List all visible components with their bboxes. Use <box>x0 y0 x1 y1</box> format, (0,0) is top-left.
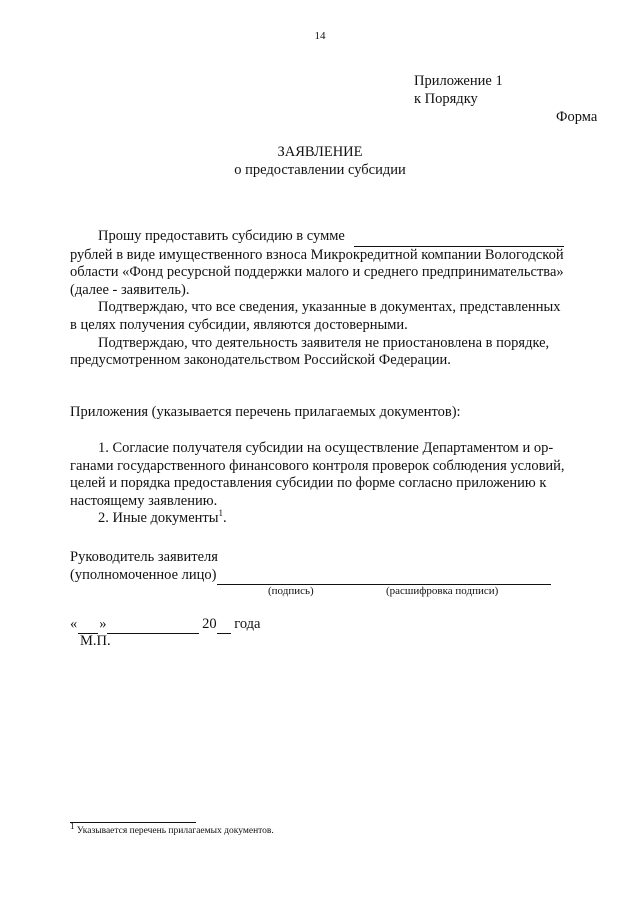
confirm-line-2: в целях получения субсидии, являются достоверными. <box>70 316 408 333</box>
attachment-1-line-2: ганами государственного финансового контроля проверок соблюдения условий, <box>70 457 565 474</box>
footnote-mark: 1 <box>70 821 75 831</box>
year-blank <box>217 616 231 634</box>
attachments-heading: Приложения (указывается перечень прилагаемых документов): <box>70 404 461 420</box>
title-sub: о предоставлении субсидии <box>234 162 406 178</box>
annex-header <box>414 72 503 108</box>
signature-blank <box>217 567 551 586</box>
day-blank <box>78 616 98 634</box>
signature-block <box>70 549 590 585</box>
amount-blank <box>354 228 564 247</box>
annex-line-2: к Порядку <box>414 91 478 107</box>
paragraph-request <box>70 228 590 370</box>
signature-line-2: (уполномоченное лицо) <box>70 567 590 586</box>
request-text: Прошу предоставить субсидию в сумме <box>98 228 345 244</box>
caption-signature: (подпись) <box>268 585 314 597</box>
document-title <box>0 143 640 179</box>
request-line-3: области «Фонд ресурсной поддержки малого и среднего предпринимательства» <box>70 264 564 281</box>
signature-line-1: Руководитель заявителя <box>70 549 218 565</box>
footnote-divider <box>70 822 196 823</box>
attachment-1-line-1: 1. Согласие получателя субсидии на осуществление Департаментом и ор- <box>98 440 554 456</box>
month-blank <box>107 616 199 634</box>
confirm-line-1: Подтверждаю, что все сведения, указанные в документах, представленных <box>98 299 561 316</box>
attachment-1-line-3: целей и порядка предоставления субсидии по форме согласно приложению к <box>70 475 547 492</box>
confirm2-line-1: Подтверждаю, что деятельность заявителя не приостановлена в порядке, <box>98 334 550 351</box>
footnote <box>70 821 274 837</box>
title-main: ЗАЯВЛЕНИЕ <box>277 144 363 160</box>
date-line: « » 20 года <box>70 616 261 632</box>
attachment-1-line-4: настоящему заявлению. <box>70 492 218 509</box>
confirm2-line-2: предусмотренном законодательством Российской Федерации. <box>70 352 451 369</box>
request-line-2: рублей в виде имущественного взноса Микрокредитной компании Вологодской <box>70 246 564 263</box>
stamp-label: М.П. <box>80 633 111 649</box>
attachments-list <box>70 440 590 528</box>
annex-line-1: Приложение 1 <box>414 73 503 89</box>
page-number: 14 <box>314 30 326 42</box>
caption-decoding: (расшифровка подписи) <box>386 585 499 597</box>
footnote-ref: 1 <box>218 508 224 519</box>
request-line-4: (далее - заявитель). <box>70 281 190 298</box>
footnote-text: Указывается перечень прилагаемых документов. <box>76 826 274 837</box>
attachment-2: 2. Иные документы$^1$. <box>98 508 227 527</box>
form-label: Форма <box>556 109 598 125</box>
